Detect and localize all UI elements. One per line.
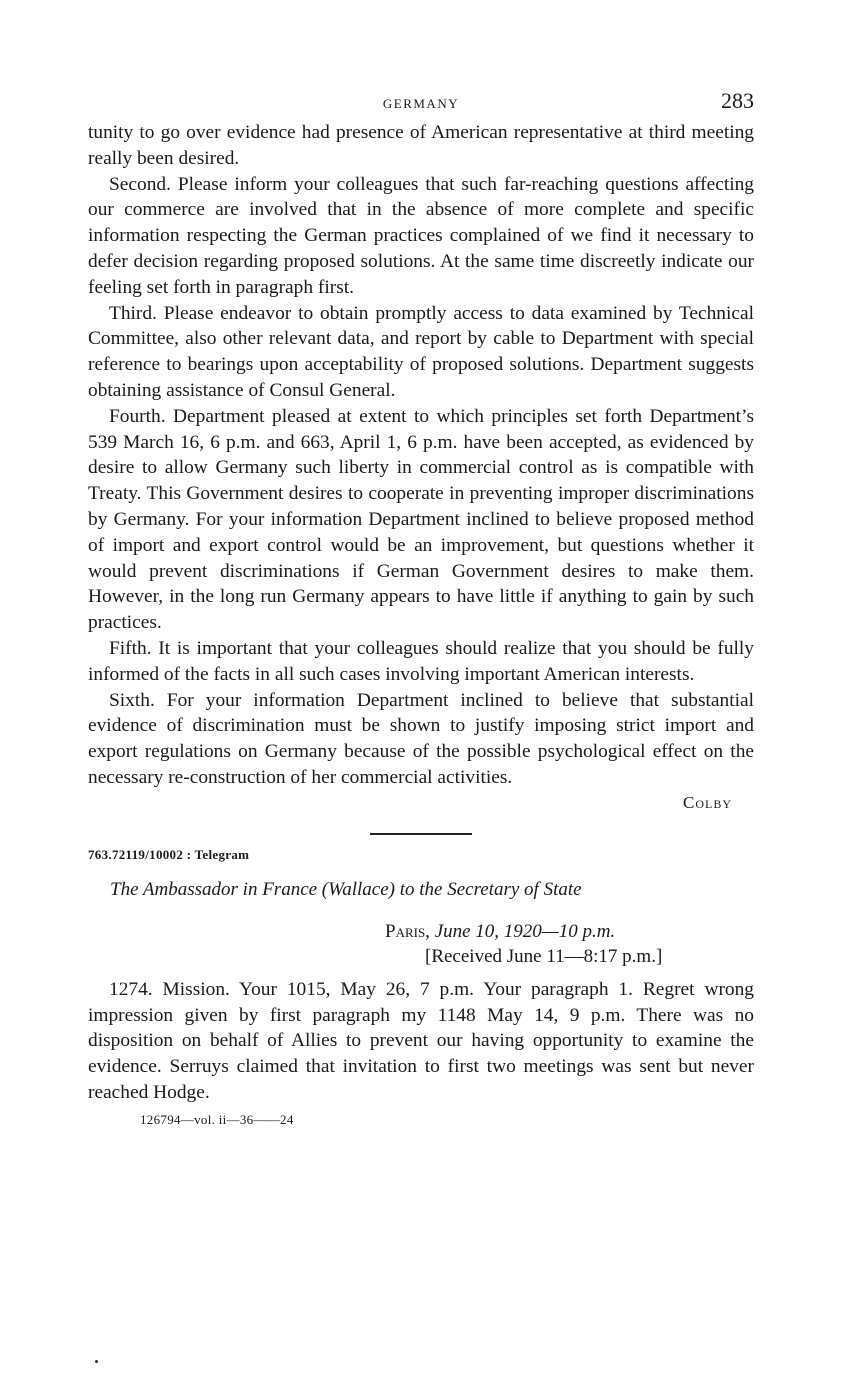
paragraph-fifth: Fifth. It is important that your colleagues should realize that you should be fully informed of the facts in all such cases involving important American interests. [88,637,754,685]
print-speck [95,1360,98,1363]
section-divider [370,833,472,835]
paragraph-second: Second. Please inform your colleagues that such far-reaching questions affecting our commerce are involved that in the absence of more complete and specific information respecting the German practices complained of we find it necessary to defer decision regarding proposed solutions. At the same time discreetly indicate our feeling set forth in paragraph first. [88,173,754,298]
dateline-date: June 10, 1920—10 p.m. [434,920,616,942]
running-title: GERMANY [382,96,460,111]
paragraph-fourth: Fourth. Department pleased at extent to which principles set forth Department’s 539 March 16, 6 p.m. and 663, April 1, 6 p.m. have been accepted, as evidenced by desire to allow Germany such liberty in commercial control as is compatible with Treaty. This Government desires to cooperate in preventing improper discriminations by Germany. For your information Department inclined to believe proposed method of import and export control would be an improvement, but questions whether it would prevent discriminations if German Government desires to make them. However, in the long run Germany appears to have little if anything to gain by such practices. [88,405,754,634]
page-number: 283 [721,88,754,113]
running-head [88,88,754,120]
document-page [88,88,754,1128]
telegram-body [88,977,754,1106]
print-footer-note: 126794—vol. ii—36——24 [140,1111,294,1127]
dateline [88,919,754,944]
letter-body [88,120,754,791]
signature: Colby [682,792,732,812]
document-title: The Ambassador in France (Wallace) to the Secretary of State [110,878,582,900]
paragraph-third: Third. Please endeavor to obtain promptly access to data examined by Technical Committee, also other relevant data, and report by cable to Department with special reference to bearings upon acceptability of proposed solutions. Department suggests obtaining assistance of Consul General. [88,302,754,401]
telegram-paragraph: 1274. Mission. Your 1015, May 26, 7 p.m. Your paragraph 1. Regret wrong impression given by first paragraph my 1148 May 14, 9 p.m. There was no disposition on behalf of Allies to prevent our having opportunity to examine the evidence. Serruys claimed that invitation to first two meetings was sent but never reached Hodge. [88,978,754,1103]
file-reference: 763.72119/10002 : Telegram [88,846,250,862]
paragraph-continuation: tunity to go over evidence had presence of American representative at third meeting really been desired. [88,122,754,169]
dateline-place: Paris, [385,920,430,942]
received-note: [Received June 11—8:17 p.m.] [425,945,663,967]
paragraph-sixth: Sixth. For your information Department inclined to believe that substantial evidence of discrimination must be shown to justify imposing strict import and export regulations on Germany because of the possible psychological effect on the necessary re-construction of her commercial activities. [88,689,754,788]
